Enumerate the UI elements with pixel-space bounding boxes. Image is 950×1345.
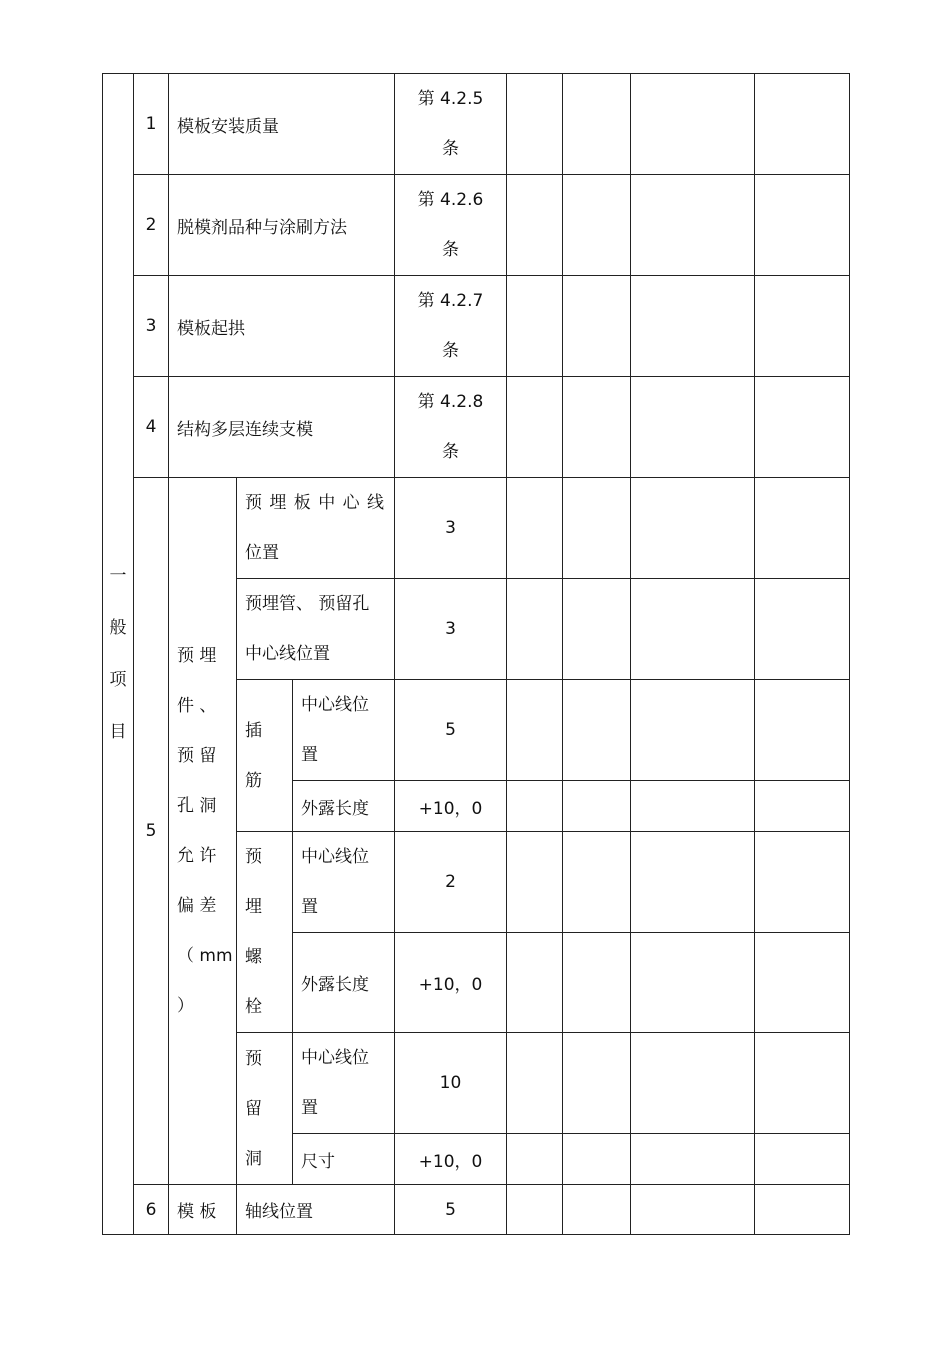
blank-cell[interactable] <box>755 832 850 933</box>
blank-cell[interactable] <box>755 579 850 680</box>
blank-cell[interactable] <box>563 74 631 175</box>
blank-cell[interactable] <box>631 1134 755 1185</box>
blank-cell[interactable] <box>563 1134 631 1185</box>
blank-cell[interactable] <box>755 781 850 832</box>
group-label-line: 孔 洞 <box>177 796 217 816</box>
blank-cell[interactable] <box>563 933 631 1033</box>
label-char: 螺 <box>245 947 262 967</box>
item-number: 3 <box>134 276 169 377</box>
category-char: 一 <box>109 566 127 586</box>
blank-cell[interactable] <box>755 276 850 377</box>
blank-cell[interactable] <box>563 832 631 933</box>
blank-cell[interactable] <box>755 1185 850 1235</box>
item-number: 1 <box>134 74 169 175</box>
table-row-2 <box>103 175 850 276</box>
label-line: 位置 <box>245 543 279 563</box>
table-row-3 <box>103 276 850 377</box>
label-char: 埋 <box>245 897 262 917</box>
spec-line: 条 <box>442 139 459 159</box>
item6-group-label: 模 板 <box>169 1185 237 1235</box>
blank-cell[interactable] <box>563 579 631 680</box>
blank-cell[interactable] <box>507 933 563 1033</box>
label-line: 中心线位 <box>301 847 369 867</box>
category-char: 目 <box>109 722 127 742</box>
blank-cell[interactable] <box>755 1033 850 1134</box>
blank-cell[interactable] <box>631 781 755 832</box>
item-name: 脱模剂品种与涂刷方法 <box>169 175 395 276</box>
tolerance-value: 2 <box>395 832 507 933</box>
blank-cell[interactable] <box>631 579 755 680</box>
blank-cell[interactable] <box>631 276 755 377</box>
blank-cell[interactable] <box>631 478 755 579</box>
category-char: 般 <box>109 618 127 638</box>
item-spec <box>395 276 507 377</box>
blank-cell[interactable] <box>631 933 755 1033</box>
blank-cell[interactable] <box>507 175 563 276</box>
hole-label <box>237 1033 293 1185</box>
spec-line: 条 <box>442 240 459 260</box>
rebar-label <box>237 680 293 832</box>
label-char: 洞 <box>245 1148 262 1169</box>
label-line: 预埋板中心线 <box>245 493 384 513</box>
tolerance-value: 5 <box>395 680 507 781</box>
blank-cell[interactable] <box>755 478 850 579</box>
group-label-line: 预 埋 <box>177 646 217 666</box>
blank-cell[interactable] <box>507 781 563 832</box>
blank-cell[interactable] <box>507 478 563 579</box>
label-line: 预埋管、 预留孔 <box>245 594 370 614</box>
label-line: 置 <box>301 745 318 765</box>
blank-cell[interactable] <box>755 74 850 175</box>
blank-cell[interactable] <box>755 933 850 1033</box>
item-spec <box>395 377 507 478</box>
plate-label <box>237 478 395 579</box>
label-line: 中心线位 <box>301 1048 369 1068</box>
spec-line: 第 4.2.6 <box>417 190 484 210</box>
item-name: 模板安装质量 <box>169 74 395 175</box>
label-line: 中心线位置 <box>245 644 330 664</box>
tolerance-value: 5 <box>395 1185 507 1235</box>
table-row-1 <box>103 74 850 175</box>
blank-cell[interactable] <box>507 1033 563 1134</box>
group-label-line: ） <box>177 996 194 1016</box>
tolerance-value: 10 <box>395 1033 507 1134</box>
label-line: 置 <box>301 1098 318 1118</box>
label-char: 预 <box>245 847 262 867</box>
inspection-table <box>102 73 850 1235</box>
blank-cell[interactable] <box>563 175 631 276</box>
group-label-line: 偏 差 <box>177 896 217 916</box>
tolerance-value: 3 <box>395 478 507 579</box>
table-row-5-plate <box>103 478 850 579</box>
item-name: 结构多层连续支模 <box>169 377 395 478</box>
blank-cell[interactable] <box>755 680 850 781</box>
label-char: 筋 <box>245 770 262 791</box>
item6-name: 轴线位置 <box>237 1185 395 1235</box>
spec-line: 第 4.2.8 <box>417 392 484 412</box>
item-number: 4 <box>134 377 169 478</box>
blank-cell[interactable] <box>563 781 631 832</box>
blank-cell[interactable] <box>563 377 631 478</box>
tolerance-value: +10，0 <box>395 781 507 832</box>
blank-cell[interactable] <box>507 832 563 933</box>
hole-size-label: 尺寸 <box>293 1134 395 1185</box>
tolerance-value: +10，0 <box>395 933 507 1033</box>
item5-group-label <box>169 478 237 1185</box>
blank-cell[interactable] <box>631 175 755 276</box>
group-label-line: 预 留 <box>177 746 217 766</box>
group-label-line: （ mm <box>177 946 233 966</box>
blank-cell[interactable] <box>755 1134 850 1185</box>
item-number: 2 <box>134 175 169 276</box>
spec-line: 条 <box>442 341 459 361</box>
blank-cell[interactable] <box>507 1185 563 1235</box>
blank-cell[interactable] <box>507 680 563 781</box>
blank-cell[interactable] <box>507 579 563 680</box>
category-char: 项 <box>109 670 127 690</box>
hole-center-label <box>293 1033 395 1134</box>
item-spec <box>395 74 507 175</box>
blank-cell[interactable] <box>631 377 755 478</box>
group-label-line: 件 、 <box>177 696 217 716</box>
spec-line: 条 <box>442 442 459 462</box>
blank-cell[interactable] <box>563 680 631 781</box>
item-number: 6 <box>134 1185 169 1235</box>
item-name: 模板起拱 <box>169 276 395 377</box>
table-row-4 <box>103 377 850 478</box>
bolt-center-label <box>293 832 395 933</box>
blank-cell[interactable] <box>755 377 850 478</box>
bolt-exposed-label: 外露长度 <box>293 933 395 1033</box>
item-number: 5 <box>134 478 169 1185</box>
pipe-label <box>237 579 395 680</box>
spec-line: 第 4.2.7 <box>417 291 484 311</box>
blank-cell[interactable] <box>563 478 631 579</box>
blank-cell[interactable] <box>631 1185 755 1235</box>
blank-cell[interactable] <box>755 175 850 276</box>
group-label-line: 允 许 <box>177 846 217 866</box>
blank-cell[interactable] <box>563 1185 631 1235</box>
label-line: 中心线位 <box>301 695 369 715</box>
spec-line: 第 4.2.5 <box>417 89 484 109</box>
blank-cell[interactable] <box>631 832 755 933</box>
label-char: 插 <box>245 720 262 741</box>
blank-cell[interactable] <box>563 1033 631 1134</box>
tolerance-value: 3 <box>395 579 507 680</box>
label-char: 栓 <box>245 997 262 1017</box>
blank-cell[interactable] <box>563 276 631 377</box>
blank-cell[interactable] <box>507 74 563 175</box>
item-spec <box>395 175 507 276</box>
rebar-center-label <box>293 680 395 781</box>
table-row-6 <box>103 1185 850 1235</box>
bolt-label <box>237 832 293 1033</box>
blank-cell[interactable] <box>631 680 755 781</box>
blank-cell[interactable] <box>631 1033 755 1134</box>
label-line: 置 <box>301 897 318 917</box>
rebar-exposed-label: 外露长度 <box>293 781 395 832</box>
label-char: 留 <box>245 1098 262 1119</box>
category-cell <box>103 74 134 1235</box>
blank-cell[interactable] <box>507 377 563 478</box>
blank-cell[interactable] <box>507 276 563 377</box>
label-char: 预 <box>245 1048 262 1069</box>
blank-cell[interactable] <box>507 1134 563 1185</box>
tolerance-value: +10，0 <box>395 1134 507 1185</box>
blank-cell[interactable] <box>631 74 755 175</box>
